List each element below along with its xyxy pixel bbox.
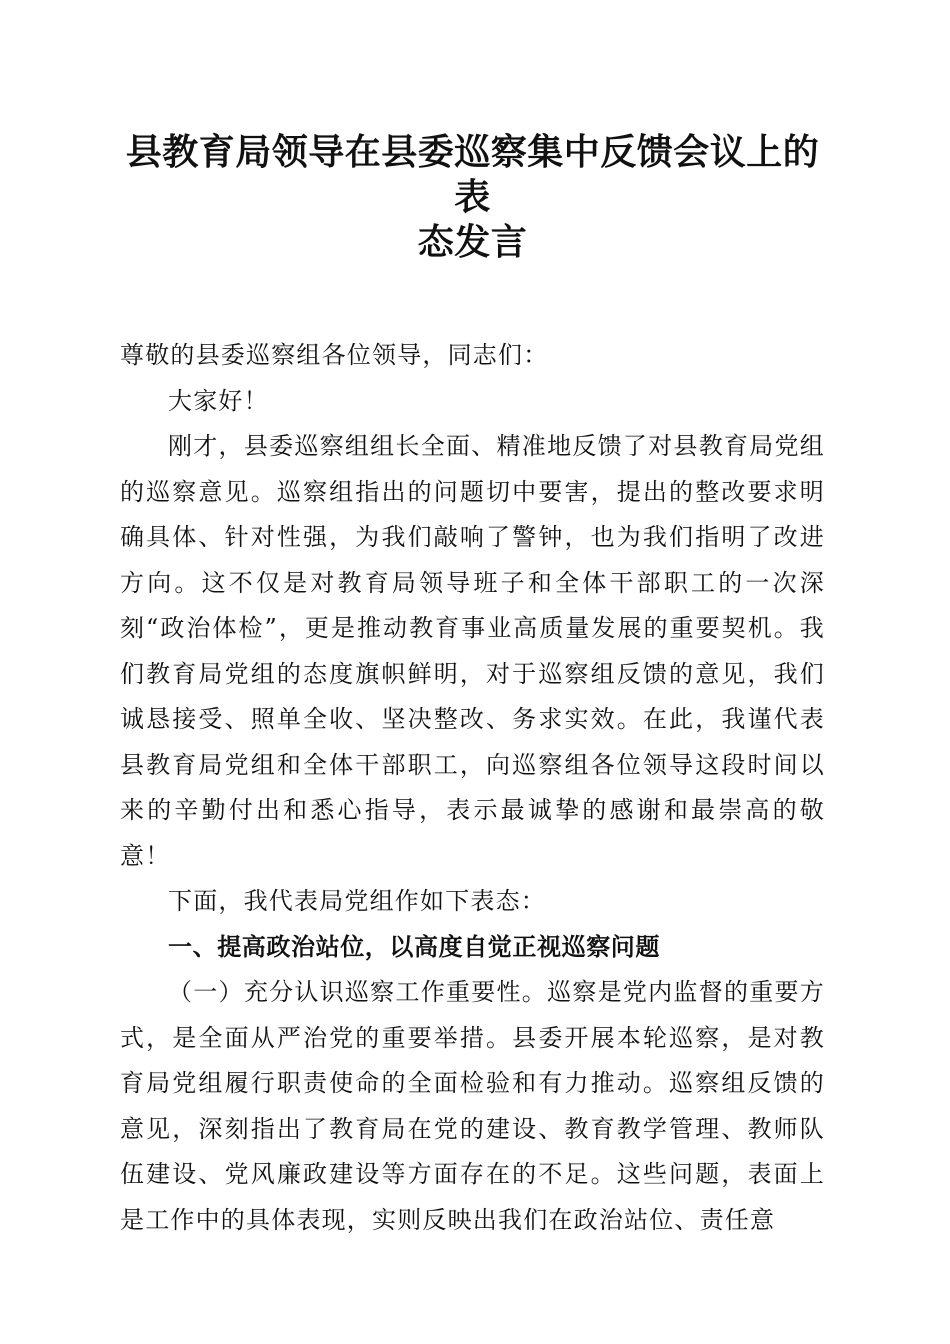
document-page (120, 130, 825, 1243)
document-body (120, 333, 825, 1243)
paragraph-statement-intro: 下面，我代表局党组作如下表态： (168, 887, 546, 915)
document-title (120, 130, 825, 265)
paragraph-opening: 刚才，县委巡察组组长全面、精准地反馈了对县教育局党组的巡察意见。巡察组指出的问题切中要害，提出的整改要求明确具体、针对性强，为我们敲响了警钟，也为我们指明了改进方向。这不仅是对教育局领导班子和全体干部职工的一次深刻“政治体检”，更是推动教育事业高质量发展的重要契机。我们教育局党组的态度旗帜鲜明，对于巡察组反馈的意见，我们诚恳接受、照单全收、坚决整改、务求实效。在此，我谨代表县教育局党组和全体干部职工，向巡察组各位领导这段时间以来的辛勤付出和悉心指导，表示最诚挚的感谢和最崇高的敬意！ (120, 432, 825, 870)
paragraph-section-1-1: （一）充分认识巡察工作重要性。巡察是党内监督的重要方式，是全面从严治党的重要举措。县委开展本轮巡察，是对教育局党组履行职责使命的全面检验和有力推动。巡察组反馈的意见，深刻指出了教育局在党的建设、教育教学管理、教师队伍建设、党风廉政建设等方面存在的不足。这些问题，表面上是工作中的具体表现，实则反映出我们在政治站位、责任意 (120, 978, 825, 1234)
section-heading-1: 一、提高政治站位，以高度自觉正视巡察问题 (168, 932, 660, 961)
title-line-1: 县教育局领导在县委巡察集中反馈会议上的表 (125, 132, 820, 218)
title-line-2: 态发言 (417, 222, 528, 263)
greeting: 大家好！ (168, 386, 269, 415)
salutation: 尊敬的县委巡察组各位领导，同志们： (120, 341, 549, 369)
